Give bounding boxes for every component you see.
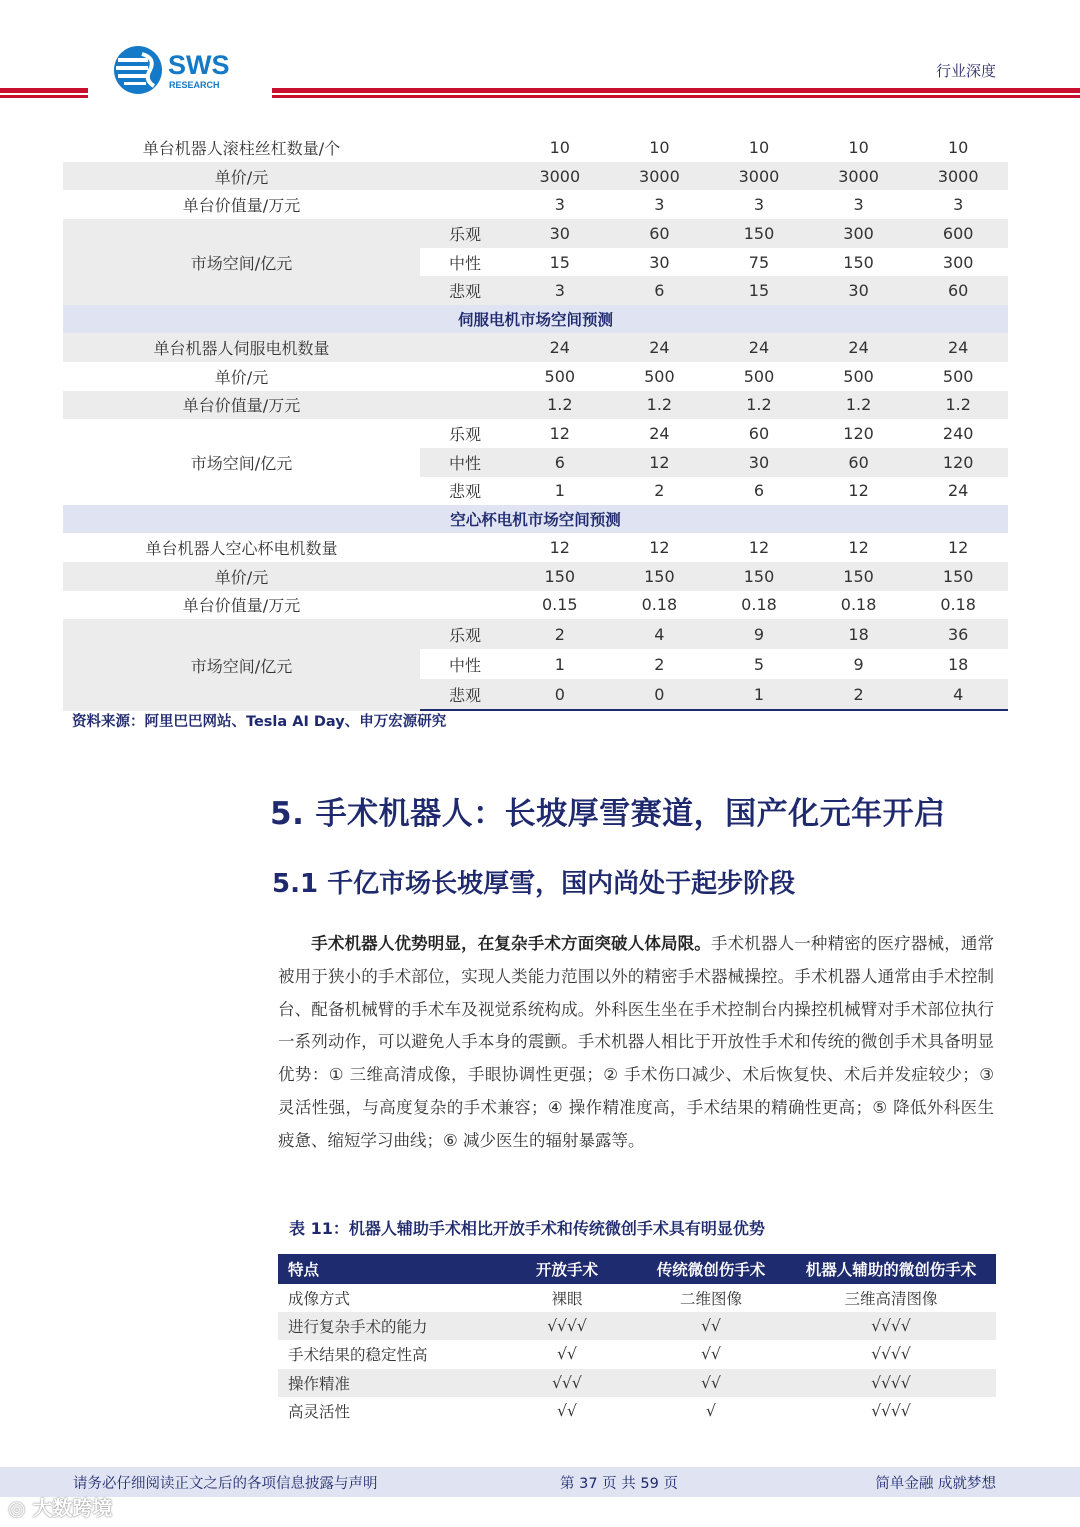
scenario-label: 乐观 bbox=[448, 224, 481, 244]
cell: 高灵活性 bbox=[288, 1402, 351, 1421]
cell: 10 bbox=[947, 137, 969, 157]
market-forecast-table bbox=[63, 133, 1008, 711]
cell: 成像方式 bbox=[288, 1290, 351, 1309]
cell: 120 bbox=[942, 452, 974, 472]
cell: 4 bbox=[953, 684, 964, 704]
cell: 1.2 bbox=[945, 395, 971, 415]
cell: 0.18 bbox=[741, 595, 777, 615]
cell: 36 bbox=[947, 624, 969, 644]
cell: 1.2 bbox=[547, 395, 573, 415]
section-heading: 5. 手术机器人：长坡厚雪赛道，国产化元年开启 bbox=[270, 796, 946, 832]
cell: 300 bbox=[843, 223, 874, 243]
row-label: 单价/元 bbox=[214, 567, 269, 587]
table-row bbox=[278, 1369, 996, 1397]
scenario-label: 悲观 bbox=[448, 282, 481, 302]
cell: 24 bbox=[947, 481, 969, 501]
sws-logo bbox=[112, 44, 252, 96]
cell: 30 bbox=[549, 223, 570, 243]
header-rule-right bbox=[272, 88, 1080, 100]
table-row bbox=[63, 162, 1008, 191]
cell: √√ bbox=[557, 1401, 577, 1420]
table-row bbox=[420, 679, 1008, 711]
cell: √√ bbox=[701, 1345, 721, 1364]
cell: 10 bbox=[748, 137, 770, 157]
row-label: 单价/元 bbox=[214, 167, 269, 187]
cell: 2 bbox=[654, 654, 665, 674]
cell: 手术结果的稳定性高 bbox=[288, 1346, 428, 1365]
scenario-label: 乐观 bbox=[448, 625, 481, 645]
cell: 150 bbox=[743, 566, 775, 586]
cell: 进行复杂手术的能力 bbox=[278, 1312, 498, 1340]
cell: √√√√ bbox=[871, 1401, 911, 1420]
cell: √√ bbox=[636, 1369, 786, 1397]
watermark bbox=[8, 1492, 112, 1521]
cell: 9 bbox=[753, 624, 765, 644]
cell: 3 bbox=[853, 195, 864, 215]
row-label: 单台价值量/万元 bbox=[182, 596, 301, 616]
cell: 60 bbox=[748, 424, 770, 444]
logo-sub-text: RESEARCH bbox=[169, 80, 220, 90]
table-row bbox=[278, 1340, 996, 1368]
table-row bbox=[63, 362, 1008, 391]
body-paragraph bbox=[278, 928, 994, 1158]
row-label: 单台机器人空心杯电机数量 bbox=[145, 539, 338, 559]
report-category: 行业深度 bbox=[935, 62, 996, 80]
cell: 12 bbox=[848, 481, 869, 501]
cell: 12 bbox=[848, 538, 869, 558]
cell: 裸眼 bbox=[551, 1290, 583, 1309]
cell: 12 bbox=[748, 538, 770, 558]
cell: 4 bbox=[654, 624, 665, 644]
table-row bbox=[420, 448, 1008, 477]
table-row bbox=[420, 477, 1008, 506]
cell: 6 bbox=[753, 481, 765, 501]
column-header: 特点 bbox=[278, 1254, 498, 1284]
cell: 2 bbox=[853, 684, 864, 704]
row-label: 单价/元 bbox=[214, 367, 269, 387]
cell: 75 bbox=[748, 252, 770, 272]
cell: √√ bbox=[636, 1312, 786, 1340]
row-label: 单台机器人伺服电机数量 bbox=[153, 338, 330, 358]
row-label: 市场空间/亿元 bbox=[63, 619, 420, 711]
cell: √√√√ bbox=[786, 1369, 996, 1397]
cell: 500 bbox=[544, 366, 576, 386]
cell: 1 bbox=[554, 481, 565, 501]
scenario-label: 中性 bbox=[448, 253, 481, 273]
scenario-label: 悲观 bbox=[448, 482, 481, 502]
cell: 6 bbox=[554, 452, 565, 472]
scenario-label: 中性 bbox=[448, 655, 481, 675]
logo-brand-text: SWS bbox=[168, 50, 230, 80]
cell: 0 bbox=[654, 684, 665, 704]
table-row bbox=[420, 619, 1008, 649]
page-number: 第 37 页 共 59 页 bbox=[560, 1476, 678, 1492]
cell: 60 bbox=[649, 223, 670, 243]
cell: 24 bbox=[649, 337, 670, 357]
cell: 120 bbox=[843, 424, 874, 444]
sws-logo-mark-icon bbox=[112, 44, 252, 96]
column-header: 机器人辅助的微创伤手术 bbox=[786, 1254, 996, 1284]
cell: 30 bbox=[649, 252, 670, 272]
cell: 0.18 bbox=[641, 595, 678, 615]
cell: 0.18 bbox=[940, 595, 976, 615]
paragraph-body: 手术机器人一种精密的医疗器械，通常被用于狭小的手术部位，实现人类能力范围以外的精密手术器械操控。手术机器人通常由手术控制台、配备机械臂的手术车及视觉系统构成。外科医生坐在手术控制台内操控机械臂对手术部位执行一系列动作，可以避免人手本身的震颤。手术机器人相比于开放性手术和传统的微创手术具备明显优势：① 三维高清成像，手眼协调性更强；② 手术伤口减少、术后恢复快、术后并发症较少；③ 灵活性强，与高度复杂的手术兼容；④ 操作精准度高，手术结果的精确性更高；⑤ 降低外科医生疲惫、缩短学习曲线；⑥ 减少医生的辐射暴露等。 bbox=[278, 934, 995, 1150]
row-label: 单台价值量/万元 bbox=[182, 196, 301, 216]
cell: 150 bbox=[843, 252, 874, 272]
table-row bbox=[420, 248, 1008, 277]
cell: 1 bbox=[753, 684, 765, 704]
cell: 12 bbox=[649, 452, 670, 472]
table-row bbox=[420, 649, 1008, 679]
cell: 3000 bbox=[539, 166, 581, 186]
cell: 18 bbox=[947, 654, 969, 674]
cell: 3 bbox=[753, 195, 765, 215]
table-row bbox=[278, 1284, 996, 1312]
cell: 10 bbox=[848, 137, 869, 157]
scenario-label: 乐观 bbox=[448, 425, 481, 445]
table-caption: 表 11：机器人辅助手术相比开放手术和传统微创手术具有明显优势 bbox=[289, 1219, 765, 1238]
cell: 500 bbox=[743, 366, 775, 386]
row-label: 市场空间/亿元 bbox=[63, 419, 420, 505]
table-row bbox=[278, 1397, 996, 1425]
cell: 2 bbox=[654, 481, 665, 501]
table-row bbox=[63, 190, 1008, 219]
table-row bbox=[63, 591, 1008, 620]
cell: 10 bbox=[649, 137, 670, 157]
cell: 3000 bbox=[838, 166, 879, 186]
cell: 1.2 bbox=[845, 395, 872, 415]
cell: 3 bbox=[953, 195, 964, 215]
market-group bbox=[63, 619, 1008, 711]
cell: 18 bbox=[848, 624, 869, 644]
market-group bbox=[63, 419, 1008, 505]
cell: √√√√ bbox=[498, 1312, 636, 1340]
paragraph-lead: 手术机器人优势明显，在复杂手术方面突破人体局限。 bbox=[311, 934, 711, 953]
comparison-table bbox=[278, 1254, 996, 1425]
cell: 10 bbox=[549, 137, 570, 157]
column-header: 传统微创伤手术 bbox=[636, 1254, 786, 1284]
cell: 12 bbox=[649, 538, 670, 558]
subsection-heading: 5.1 千亿市场长坡厚雪，国内尚处于起步阶段 bbox=[272, 869, 796, 899]
table-row bbox=[420, 219, 1008, 248]
cell: 9 bbox=[853, 654, 864, 674]
cell: 12 bbox=[549, 424, 570, 444]
scenario-label: 悲观 bbox=[448, 685, 481, 705]
cell: 2 bbox=[554, 624, 565, 644]
cell: √√√ bbox=[498, 1369, 636, 1397]
cell: 30 bbox=[848, 281, 869, 301]
cell: 12 bbox=[947, 538, 969, 558]
cell: 3000 bbox=[738, 166, 780, 186]
row-label: 单台价值量/万元 bbox=[182, 396, 301, 416]
cell: √√ bbox=[557, 1345, 577, 1364]
cell: 500 bbox=[942, 366, 974, 386]
watermark-text: 大数跨境 bbox=[32, 1496, 113, 1520]
cell: 0.18 bbox=[840, 595, 877, 615]
section-title-coreless: 空心杯电机市场空间预测 bbox=[63, 505, 1008, 533]
table-row bbox=[63, 562, 1008, 591]
cell: 6 bbox=[654, 281, 665, 301]
cell: 24 bbox=[748, 337, 770, 357]
header-rule-left bbox=[0, 88, 88, 100]
footer-disclaimer: 请务必仔细阅读正文之后的各项信息披露与声明 bbox=[73, 1476, 378, 1492]
cell: 12 bbox=[549, 538, 570, 558]
cell: √√√√ bbox=[786, 1312, 996, 1340]
column-header: 开放手术 bbox=[498, 1254, 636, 1284]
row-label: 市场空间/亿元 bbox=[63, 219, 420, 305]
table-source-note: 资料来源：阿里巴巴网站、Tesla AI Day、申万宏源研究 bbox=[72, 714, 447, 730]
cell: 15 bbox=[549, 252, 570, 272]
cell: 3000 bbox=[937, 166, 979, 186]
cell: 二维图像 bbox=[679, 1290, 742, 1309]
cell: 300 bbox=[942, 252, 974, 272]
market-group bbox=[63, 219, 1008, 305]
cell: √√√√ bbox=[871, 1345, 911, 1364]
cell: 0 bbox=[554, 684, 565, 704]
cell: 150 bbox=[644, 566, 675, 586]
cell: 60 bbox=[947, 281, 969, 301]
section-title-servo: 伺服电机市场空间预测 bbox=[63, 305, 1008, 333]
scenario-label: 中性 bbox=[448, 453, 481, 473]
cell: 150 bbox=[544, 566, 576, 586]
cell: 24 bbox=[649, 424, 670, 444]
cell: √ bbox=[706, 1401, 716, 1420]
table-row bbox=[63, 333, 1008, 362]
table-header-row bbox=[278, 1254, 996, 1284]
cell: 150 bbox=[942, 566, 974, 586]
cell: 三维高清图像 bbox=[844, 1290, 938, 1309]
cell: 24 bbox=[549, 337, 570, 357]
cell: 600 bbox=[942, 223, 974, 243]
cell: 3 bbox=[554, 195, 565, 215]
cell: 1 bbox=[554, 654, 565, 674]
cell: 240 bbox=[942, 424, 974, 444]
cell: 500 bbox=[644, 366, 675, 386]
cell: 150 bbox=[843, 566, 874, 586]
cell: 5 bbox=[753, 654, 765, 674]
cell: 30 bbox=[748, 452, 770, 472]
table-row bbox=[63, 391, 1008, 420]
cell: 1.2 bbox=[646, 395, 673, 415]
watermark-icon: ◎ bbox=[8, 1496, 33, 1520]
cell: 3 bbox=[654, 195, 665, 215]
cell: 15 bbox=[748, 281, 770, 301]
cell: 500 bbox=[843, 366, 874, 386]
cell: 60 bbox=[848, 452, 869, 472]
table-row bbox=[278, 1312, 996, 1340]
cell: 操作精准 bbox=[278, 1369, 498, 1397]
cell: 1.2 bbox=[746, 395, 772, 415]
cell: 24 bbox=[947, 337, 969, 357]
table-row bbox=[420, 419, 1008, 448]
table-row bbox=[63, 533, 1008, 562]
footer-slogan: 简单金融 成就梦想 bbox=[875, 1476, 996, 1492]
cell: 24 bbox=[848, 337, 869, 357]
cell: 3 bbox=[554, 281, 565, 301]
cell: 3000 bbox=[639, 166, 680, 186]
table-row bbox=[63, 133, 1008, 162]
row-label: 单台机器人滚柱丝杠数量/个 bbox=[142, 138, 341, 158]
cell: 150 bbox=[743, 223, 775, 243]
cell: 0.15 bbox=[541, 595, 578, 615]
table-row bbox=[420, 276, 1008, 305]
